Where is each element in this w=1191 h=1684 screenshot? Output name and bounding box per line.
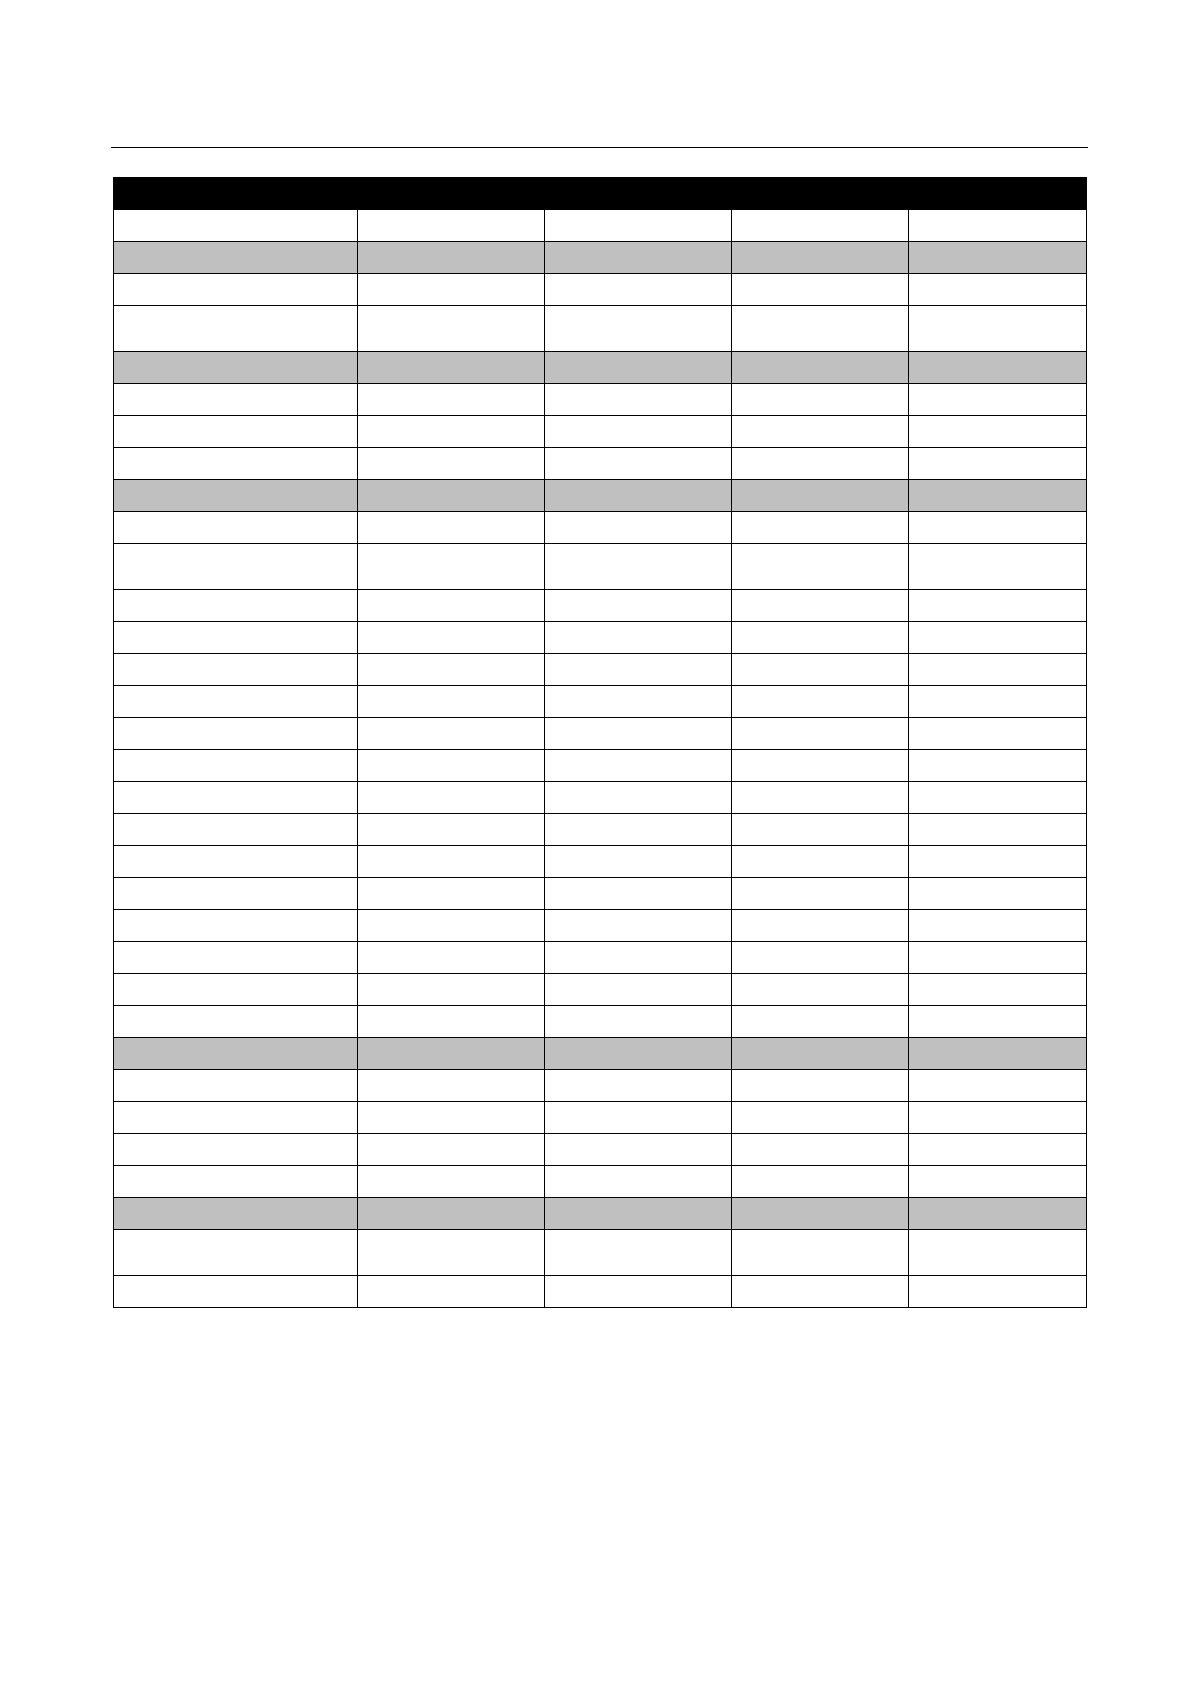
table-cell	[732, 544, 909, 590]
table-cell	[358, 242, 545, 274]
table-cell	[545, 544, 732, 590]
table-cell	[732, 750, 909, 782]
table-cell	[114, 448, 358, 480]
table-row	[114, 512, 1087, 544]
section-header-row	[114, 1198, 1087, 1230]
table-cell	[358, 910, 545, 942]
table-row	[114, 750, 1087, 782]
table-cell	[909, 878, 1087, 910]
table-row	[114, 384, 1087, 416]
table-row	[114, 1166, 1087, 1198]
table-cell	[545, 448, 732, 480]
table-cell	[358, 590, 545, 622]
table-cell	[909, 384, 1087, 416]
table-cell	[909, 1006, 1087, 1038]
table-cell	[114, 1166, 358, 1198]
table-cell	[114, 654, 358, 686]
table-cell	[909, 1102, 1087, 1134]
table-cell	[732, 782, 909, 814]
table-cell	[732, 686, 909, 718]
table-row	[114, 590, 1087, 622]
table-cell	[732, 384, 909, 416]
table-cell	[358, 942, 545, 974]
table-cell	[909, 1230, 1087, 1276]
table-cell	[909, 718, 1087, 750]
section-header-row	[114, 242, 1087, 274]
table-cell	[732, 1006, 909, 1038]
table-cell	[732, 512, 909, 544]
table-cell	[358, 544, 545, 590]
table-cell	[545, 274, 732, 306]
table-cell	[358, 480, 545, 512]
table-cell	[545, 782, 732, 814]
form-table	[113, 177, 1087, 1308]
table-cell	[358, 384, 545, 416]
table-cell	[545, 242, 732, 274]
table-header-cell	[114, 178, 1087, 210]
table-cell	[358, 750, 545, 782]
table-cell	[114, 1134, 358, 1166]
table-cell	[909, 622, 1087, 654]
table-row	[114, 416, 1087, 448]
table-cell	[358, 1166, 545, 1198]
table-cell	[732, 1038, 909, 1070]
table-cell	[909, 654, 1087, 686]
table-cell	[909, 306, 1087, 352]
table-row	[114, 1134, 1087, 1166]
table-cell	[114, 750, 358, 782]
table-cell	[545, 416, 732, 448]
table-cell	[114, 352, 358, 384]
table-cell	[358, 814, 545, 846]
table-cell	[545, 1038, 732, 1070]
table-cell	[358, 352, 545, 384]
table-cell	[732, 210, 909, 242]
table-cell	[732, 590, 909, 622]
section-header-row	[114, 480, 1087, 512]
table-cell	[909, 448, 1087, 480]
table-cell	[545, 210, 732, 242]
table-cell	[909, 544, 1087, 590]
table-cell	[545, 654, 732, 686]
table-row	[114, 974, 1087, 1006]
table-cell	[114, 1006, 358, 1038]
table-row	[114, 622, 1087, 654]
table-cell	[114, 782, 358, 814]
table-cell	[358, 210, 545, 242]
table-cell	[732, 416, 909, 448]
table-cell	[114, 1038, 358, 1070]
table-cell	[358, 512, 545, 544]
table-cell	[909, 750, 1087, 782]
table-cell	[732, 814, 909, 846]
section-header-row	[114, 352, 1087, 384]
table-cell	[909, 1166, 1087, 1198]
table-cell	[545, 942, 732, 974]
form-table-body	[114, 178, 1087, 1308]
table-cell	[114, 814, 358, 846]
table-cell	[732, 1134, 909, 1166]
table-cell	[732, 448, 909, 480]
table-cell	[909, 1070, 1087, 1102]
table-cell	[545, 590, 732, 622]
table-row	[114, 942, 1087, 974]
table-cell	[545, 974, 732, 1006]
table-cell	[909, 352, 1087, 384]
table-cell	[358, 1070, 545, 1102]
table-cell	[732, 1198, 909, 1230]
table-cell	[114, 1230, 358, 1276]
table-cell	[358, 1006, 545, 1038]
table-cell	[114, 622, 358, 654]
section-header-row	[114, 1038, 1087, 1070]
table-cell	[909, 1134, 1087, 1166]
table-cell	[545, 1166, 732, 1198]
table-cell	[114, 242, 358, 274]
table-cell	[545, 1006, 732, 1038]
table-cell	[909, 512, 1087, 544]
table-cell	[545, 1070, 732, 1102]
table-row	[114, 306, 1087, 352]
table-cell	[358, 846, 545, 878]
table-cell	[909, 210, 1087, 242]
table-cell	[358, 686, 545, 718]
table-cell	[114, 1102, 358, 1134]
table-cell	[114, 416, 358, 448]
table-cell	[732, 622, 909, 654]
table-cell	[732, 846, 909, 878]
table-cell	[358, 974, 545, 1006]
table-cell	[545, 480, 732, 512]
table-cell	[114, 686, 358, 718]
table-row	[114, 448, 1087, 480]
table-row	[114, 1070, 1087, 1102]
table-cell	[909, 416, 1087, 448]
table-row	[114, 846, 1087, 878]
table-cell	[545, 878, 732, 910]
table-cell	[732, 352, 909, 384]
table-cell	[114, 306, 358, 352]
table-cell	[358, 1230, 545, 1276]
table-row	[114, 544, 1087, 590]
table-cell	[114, 974, 358, 1006]
table-row	[114, 910, 1087, 942]
table-cell	[114, 210, 358, 242]
table-row	[114, 878, 1087, 910]
table-cell	[545, 512, 732, 544]
table-row	[114, 782, 1087, 814]
table-row	[114, 274, 1087, 306]
table-cell	[909, 910, 1087, 942]
table-cell	[732, 480, 909, 512]
table-row	[114, 1230, 1087, 1276]
table-cell	[909, 590, 1087, 622]
table-cell	[545, 622, 732, 654]
table-cell	[545, 846, 732, 878]
table-cell	[114, 910, 358, 942]
table-cell	[358, 274, 545, 306]
table-row	[114, 686, 1087, 718]
table-cell	[545, 814, 732, 846]
table-cell	[545, 910, 732, 942]
table-cell	[545, 1230, 732, 1276]
table-cell	[358, 718, 545, 750]
table-cell	[732, 306, 909, 352]
table-cell	[732, 910, 909, 942]
table-cell	[732, 974, 909, 1006]
table-cell	[732, 1230, 909, 1276]
table-cell	[732, 878, 909, 910]
table-cell	[358, 782, 545, 814]
table-cell	[545, 384, 732, 416]
table-cell	[358, 878, 545, 910]
table-row	[114, 1102, 1087, 1134]
table-cell	[358, 448, 545, 480]
table-cell	[909, 942, 1087, 974]
top-horizontal-rule	[111, 147, 1088, 148]
table-cell	[909, 814, 1087, 846]
table-cell	[114, 512, 358, 544]
table-row	[114, 654, 1087, 686]
table-cell	[545, 306, 732, 352]
table-cell	[732, 242, 909, 274]
table-row	[114, 1006, 1087, 1038]
table-row	[114, 814, 1087, 846]
table-cell	[114, 590, 358, 622]
table-cell	[545, 352, 732, 384]
table-cell	[909, 480, 1087, 512]
table-cell	[114, 1276, 358, 1308]
table-cell	[732, 1070, 909, 1102]
table-cell	[545, 1134, 732, 1166]
table-row	[114, 718, 1087, 750]
table-cell	[358, 1198, 545, 1230]
table-cell	[114, 942, 358, 974]
table-cell	[545, 1102, 732, 1134]
table-cell	[545, 750, 732, 782]
table-row	[114, 210, 1087, 242]
table-cell	[909, 242, 1087, 274]
table-cell	[114, 384, 358, 416]
table-cell	[732, 718, 909, 750]
table-cell	[909, 686, 1087, 718]
table-cell	[358, 1038, 545, 1070]
table-cell	[358, 306, 545, 352]
table-cell	[114, 1198, 358, 1230]
table-cell	[114, 544, 358, 590]
table-cell	[909, 974, 1087, 1006]
table-cell	[909, 782, 1087, 814]
table-cell	[114, 1070, 358, 1102]
table-cell	[909, 1038, 1087, 1070]
table-cell	[358, 1134, 545, 1166]
table-cell	[909, 1198, 1087, 1230]
table-cell	[732, 942, 909, 974]
table-cell	[732, 1276, 909, 1308]
table-cell	[909, 846, 1087, 878]
table-cell	[732, 1166, 909, 1198]
table-cell	[114, 480, 358, 512]
table-cell	[732, 274, 909, 306]
table-cell	[358, 1276, 545, 1308]
table-cell	[545, 1198, 732, 1230]
table-cell	[114, 878, 358, 910]
table-header-bar	[114, 178, 1087, 210]
table-cell	[732, 654, 909, 686]
table-cell	[114, 718, 358, 750]
table-cell	[545, 686, 732, 718]
table-cell	[909, 274, 1087, 306]
table-cell	[358, 416, 545, 448]
table-cell	[114, 846, 358, 878]
table-row	[114, 1276, 1087, 1308]
table-cell	[358, 1102, 545, 1134]
table-cell	[114, 274, 358, 306]
table-cell	[909, 1276, 1087, 1308]
table-cell	[358, 622, 545, 654]
table-cell	[545, 718, 732, 750]
table-cell	[732, 1102, 909, 1134]
table-cell	[358, 654, 545, 686]
table-cell	[545, 1276, 732, 1308]
